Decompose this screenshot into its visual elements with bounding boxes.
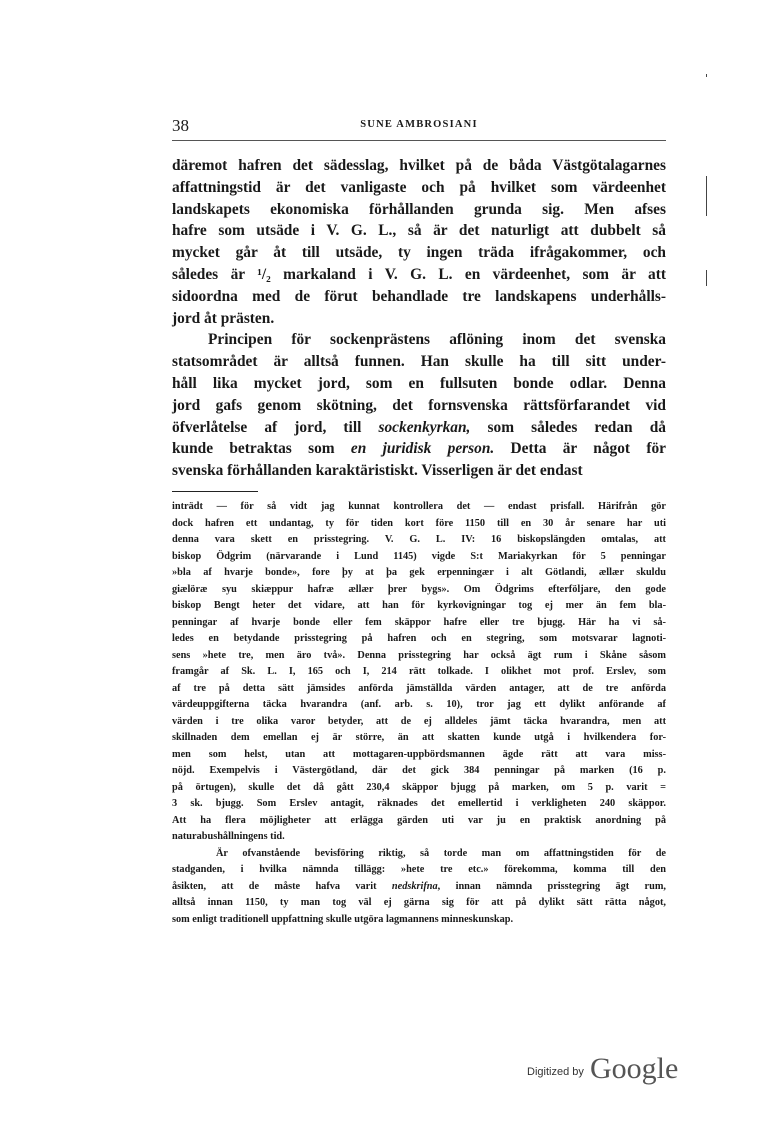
margin-mark	[706, 270, 707, 286]
footnote-line: framgår af Sk. L. I, 165 och I, 214 rätt tolkade. I olikhet mot prof. Erslev, som	[172, 666, 666, 677]
italic-term: en juridisk person.	[350, 440, 495, 458]
text-run: Detta är något för	[494, 440, 667, 458]
body-line: hafre som utsäde i V. G. L., så är det naturligt att dubbelt så	[172, 222, 666, 240]
footnote-line: naturabushållningens tid.	[172, 831, 285, 842]
footnote-line: stadganden, i hvilka nämnda tillägg: »hete tre etc.» förekomma, komma till den	[172, 864, 666, 875]
footnote-line: men som helst, utan att mottagaren-uppbördsmannen ägde rätt att vara miss-	[172, 748, 666, 760]
footnote-line: alltså innan 1150, ty man tog väl ej gärna sig för att på dylikt sätt rätta något,	[172, 897, 666, 908]
text-run: som således redan då	[470, 418, 666, 436]
footnote-line: giælöræ syu skiæppur hafræ ællær þrer bygs». Om Ödgrims efterföljare, den gode	[172, 583, 666, 595]
digitized-by-google-watermark	[527, 1052, 687, 1092]
header-rule	[172, 140, 666, 141]
footnote-line: ledes en betydande prisstegring på hafren och en stegring, som motsvarar lagnoti-	[172, 633, 666, 644]
footnote-line: Att ha flera möjligheter att erlägga gärden uti var ju en praktisk anordning på	[172, 814, 666, 826]
body-line	[172, 438, 666, 460]
footnote-line: Är ofvanstående bevisföring riktig, så torde man om affattningstiden för de	[216, 847, 666, 859]
body-paragraph-1	[172, 155, 666, 329]
italic-term: sockenkyrkan,	[378, 418, 471, 436]
italic-term: nedskrifna	[391, 880, 438, 892]
text-run: åsikten, att de måste hafva varit	[172, 880, 392, 892]
body-line: statsområdet är alltså funnen. Han skulle ha till sitt under-	[172, 353, 666, 371]
body-line: jord gafs genom skötning, det fornsvenska rättsförfarandet vid	[172, 396, 666, 414]
body-line: sidoordna med de förut behandlade tre landskapens underhålls-	[172, 287, 666, 305]
footnote-line: sens »hete tre, men äro två». Denna prisstegring har också ägt rum i Skåne såsom	[172, 649, 666, 661]
body-line: affattningstid är det vanligaste och på hvilket som värdeenhet	[172, 178, 666, 196]
body-line: däremot hafren det sädesslag, hvilket på de båda Västgötalagarnes	[172, 157, 666, 174]
footnote-line: värden i tre olika varor betyder, att de ej alldeles jämt täcka hvarandra, men att	[172, 715, 666, 727]
margin-mark	[706, 74, 707, 77]
footnote-line: dock hafren ett undantag, ty för tiden kort före 1150 till en 30 år senare har uti	[172, 517, 666, 529]
footnote	[172, 499, 666, 928]
text-run: , innan nämnda prisstegring ägt rum,	[437, 880, 666, 892]
margin-mark	[706, 176, 707, 216]
footnote-line: som enligt traditionell uppfattning skulle utgöra lagmannens minneskunskap.	[172, 913, 514, 925]
main-text	[172, 155, 666, 482]
footnote-line: biskop Bengt heter det vidare, att han för kyrkovigningar tog ej mer än fem bla-	[172, 600, 666, 611]
footnote-line: nöjd. Exempelvis i Västergötland, där det gick 384 penningar på marken (16 p.	[172, 765, 666, 776]
body-paragraph-2	[172, 329, 666, 482]
body-line: jord åt prästen.	[172, 309, 275, 327]
page-header	[172, 116, 666, 138]
footnote-line: denna vara skett en prisstegring. V. G. L. IV: 16 biskopslängden omtalas, att	[172, 534, 666, 545]
body-line: svenska förhållanden karaktäristiskt. Visserligen är det endast	[172, 462, 583, 480]
google-logo: Google	[590, 1052, 679, 1085]
digitized-by-label: Digitized by	[527, 1066, 584, 1078]
footnote-line: på örtugen), skulle det då gått 230,4 skäppor bjugg på marken, om 5 p. varit =	[172, 781, 666, 793]
body-line: håll lika mycket jord, som en fullsuten bonde odlar. Denna	[172, 374, 666, 392]
text-run: öfverlåtelse af jord, till	[172, 418, 379, 436]
footnote-line: »bla af hvarje bonde», fore þy at þa gek erpenningær i alt Götlandi, ællær skuldu	[172, 567, 666, 578]
page-number: 38	[172, 116, 189, 135]
running-head: SUNE AMBROSIANI	[360, 119, 478, 130]
body-line: landskapets ekonomiska förhållanden grunda sig. Men afses	[172, 200, 666, 218]
footnote-line	[172, 879, 666, 896]
body-line: således är ¹/₂ markaland i V. G. L. en värdeenhet, som är att	[172, 265, 666, 283]
footnote-line: af tre på detta sätt jämsides anförda jämställda värden antager, att de tre anförda	[172, 682, 666, 694]
footnote-line: värdeuppgifterna täcka hvarandra (anf. arb. s. 10), tror jag ett dylikt anförande af	[172, 699, 666, 710]
body-line: mycket går åt till utsäde, ty ingen träda ifrågakommer, och	[172, 244, 666, 262]
footnote-line: biskop Ödgrim (närvarande i Lund 1145) vigde S:t Mariakyrkan för 5 penningar	[172, 550, 666, 562]
body-line	[172, 417, 666, 439]
footnote-line: 3 sk. bjugg. Som Erslev antagit, räknades det emellertid i verkligheten 240 skäppor.	[172, 798, 666, 809]
body-line: Principen för sockenprästens aflöning inom det svenska	[208, 331, 666, 349]
text-run: kunde betraktas som	[172, 440, 351, 458]
footnote-line: inträdt — för så vidt jag kunnat kontrollera det — endast prisfall. Härifrån gör	[172, 501, 666, 512]
footnote-line: skillnaden dem emellan ej är större, än att skatten kunde utgå i hvilkendera for-	[172, 732, 666, 743]
footnote-rule	[172, 491, 258, 492]
footnote-line: penningar af hvarje bonde eller fem skäppor hafre eller tre bjugg. Här ha vi så-	[172, 616, 666, 628]
